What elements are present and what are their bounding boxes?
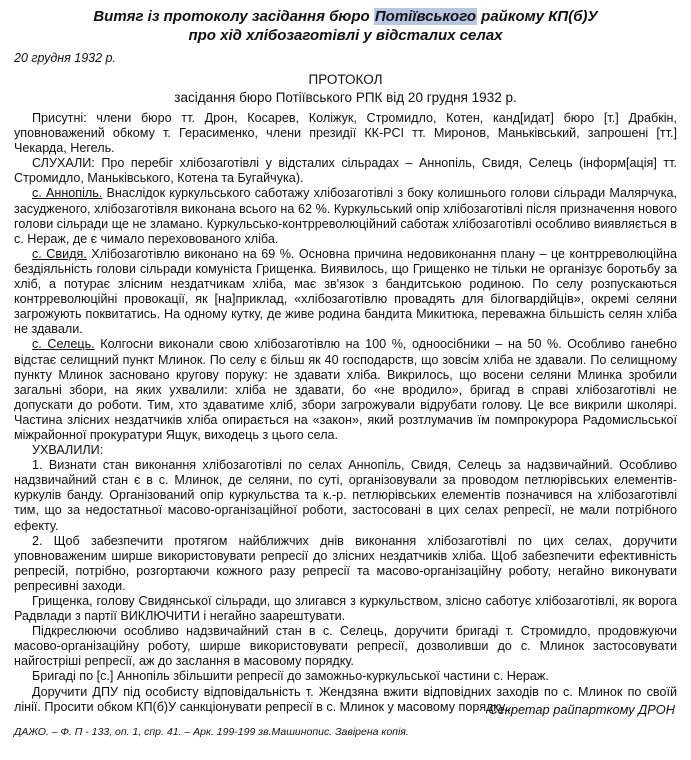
paragraph-resolution-2: 2. Щоб забезпечити протягом найближчих днів виконання хлібозаготівлі по цих селах, доручити уповноваженим ширше використовувати репресії до злісних нездатчиків хліба. Щоб забезпечити ефективність репресій, потрібно, розгортаючи кожного разу репресії та масово-організаційну роботу, негайно виконувати репресивні заходи. [14, 533, 677, 593]
paragraph-heard: СЛУХАЛИ: Про перебіг хлібозаготівлі у відсталих сільрадах – Аннопіль, Свидя, Селець (інформ[ація] тт. Стромидло, Маньківського, Котена та Бугайчука). [14, 156, 677, 186]
paragraph-dpu: Доручити ДПУ під особисту відповідальність т. Жендзяна вжити відповідних заходів по с. Млинок по своїй лінії. Просити обком КП(б)У санкціонувати репресії в с. Млинок у масовому порядку... [14, 684, 677, 714]
village-label-svydia: с. Свидя. [32, 246, 87, 261]
highlighted-word[interactable]: Потіївського [374, 8, 476, 25]
protocol-caption: засідання бюро Потіївського РПК від 20 грудня 1932 р. [174, 90, 517, 105]
paragraph-selets-brigade: Підкреслюючи особливо надзвичайний стан в с. Селець, доручити бригаді т. Стромидло, продовжуючи масово-організаційну роботу, ширше використовувати репресії, дозволивши до с. Млинок застосовувати найгостріші репресії, аж до заслання в масовому порядку. [14, 624, 677, 669]
title-prefix: Витяг із протоколу засідання бюро [93, 8, 374, 25]
paragraph-selets-text: Колгосни виконали свою хлібозаготівлю на 100 %, одноосібники – на 50 %. Особливо ганебно відстає селищний пункт Млинок. По селу є більш як 40 господарств, що зовсім хліба не здавали. По селищному пункту Млинок засновано кругову поруку: не здавати хліба. Викрилось, що восени селяни Млинка зробили загальні збори, на яких ухвалили: хліба не здавати, бо «не вродило», бригад в справі хлібозаготівлі не допускати до роботи. Тим, хто здаватиме хліб, збори загрожували відрубати голову. Це все викрили школярі. Частина злісних нездатчиків хліба опирається на «закон», який розтлумачив їм помпрокурора Радомисльської міжрайонної прокуратури Ящук, виходець з цього села. [14, 337, 677, 442]
paragraph-attendees: Присутні: члени бюро тт. Дрон, Косарев, Коліжук, Стромидло, Котен, канд[идат] бюро [т.] Драбкін, уповноважений обкому т. Герасименко, члени президії КК-РСІ тт. Миронов, Маньківський, запрошені [тт.] Чекарда, Негель. [14, 111, 677, 156]
title-suffix: райкому КП(б)У [477, 8, 598, 25]
document-title [0, 6, 691, 27]
paragraph-svydia-text: Хлібозаготівлю виконано на 69 %. Основна причина недовиконання плану – це контрреволюційна бездіяльність голови сільради комуніста Грищенка. Виявилось, що Грищенко не тільки не організує боротьбу за хліб, а потурає злісним нездатчикам хліба, має зв'язок з бандитською родиною. По селу розпускаються контрреволюційні провокації, як [на]приклад, «хлібозаготівлю провадять для білогвардійців», окремі селяни загрожують поквитатись. На одному кутку, де живе родина бандита Микитюка, переважна більшість селян хліба не здавали. [14, 246, 677, 337]
paragraph-resolution-1: 1. Визнати стан виконання хлібозаготівлі по селах Аннопіль, Свидя, Селець за надзвичайний. Особливо надзвичайний стан є в с. Млинок, де селяни, по суті, організовували за проводом петлюрівських елементів-куркулів банду. Організований опір куркульства та к.-р. петлюрівських елементів позначився на хлібозаготівлі тим, що за недостатньої масово-організаційної роботи, застосовані в цих селах репресії, не мали потрібного ефекту. [14, 458, 677, 533]
paragraph-selets [14, 337, 677, 443]
document-subtitle: про хід хлібозаготівлі у відсталих селах [188, 27, 503, 44]
paragraph-annopil [14, 186, 677, 246]
signature: Секретар райпарткому ДРОН [488, 702, 675, 717]
archive-source: ДАЖО. – Ф. П - 133, оп. 1, спр. 41. – Арк. 199-199 зв.Машинопис. Завірена копія. [14, 726, 409, 738]
protocol-body [14, 111, 677, 715]
paragraph-resolved-heading: УХВАЛИЛИ: [32, 443, 104, 458]
paragraph-svydia [14, 247, 677, 338]
protocol-label: ПРОТОКОЛ [308, 72, 383, 87]
village-label-selets: с. Селець. [32, 337, 95, 352]
document-date: 20 грудня 1932 р. [14, 51, 116, 65]
paragraph-annopil-brigade: Бригаді по [с.] Аннопіль збільшити репресії до заможньо-куркульської частини с. Нераж. [32, 669, 549, 684]
paragraph-annopil-text: Внаслідок куркульського саботажу хлібозаготівлі з боку колишнього голови сільради Малярчука, засудженого, хлібозаготівля виконана всього на 62 %. Куркульський опір хлібозаготівлі після призначення нового голови сільради ще не зламано. Куркульсько-контрреволюційний саботаж хлібозаготівлі особливо виявляється в с. Нераж, де є чимало переховованого хліба. [14, 186, 677, 246]
paragraph-hryshchenko: Грищенка, голову Свидянської сільради, що злигався з куркульством, злісно саботує хлібозаготівлі, як ворога Радвлади з партії ВИКЛЮЧИТИ і негайно заарештувати. [14, 594, 677, 624]
village-label-annopil: с. Аннопіль. [32, 186, 103, 201]
